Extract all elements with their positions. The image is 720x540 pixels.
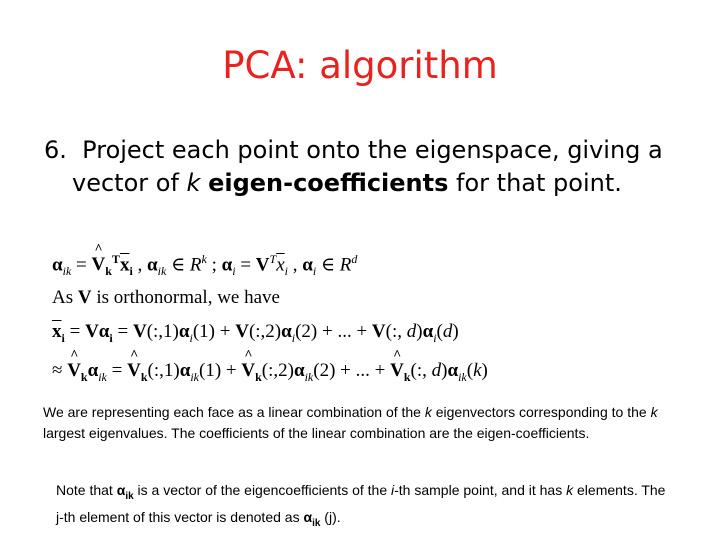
slide-title: PCA: algorithm <box>222 44 498 87</box>
step-six-text: 6. Project each point onto the eigenspace, giving a vector of k eigen-coefficients for that point. <box>44 136 663 197</box>
reconstruction-equation: $\overline{x}_i = V\alpha_i$ = $V(:,1)\alpha_i(1)$ + $V(:,2)\alpha_i(2)$ + ... + V(:, $d)\alpha_i(d)$ <box>52 321 459 345</box>
note-paragraph: Note that $\alpha_{ik}$ is a vector of the eigencoefficients of the i-th sample point, and it has k elements. The j-th element of this vector is denoted as $\alpha_{ik}$ (j). <box>56 482 666 529</box>
explanation-paragraph: We are representing each face as a linear combination of the k eigenvectors corresponding to the k largest eigenvalues. The coefficients of the linear combination are the eigen-coefficients. <box>43 404 658 441</box>
approximation-equation: ≈ ^ $V_k\alpha_{ik}$ = ^ $V_k(:,1)\alpha_{ik}(1)$ + ^ $V_k(:,2)\alpha_{ik}(2)$ + ... + ^ $V_k$(:, $d)\alpha_{ik}(k)$ <box>52 360 488 385</box>
projection-equation: $\alpha_{ik}$ = ^ $V_k^T\overline{x}_i$ , $\alpha_{ik}$ ∈ $R^k$ ; $\alpha_i = V^T\overline{x}_i$ , $\alpha_i$ ∈ $R^d$ <box>52 252 357 279</box>
eigen-coefficients-term: eigen-coefficients <box>208 169 449 197</box>
orthonormal-statement: As V is orthonormal, we have <box>52 287 280 308</box>
step-number: 6. <box>44 136 67 164</box>
